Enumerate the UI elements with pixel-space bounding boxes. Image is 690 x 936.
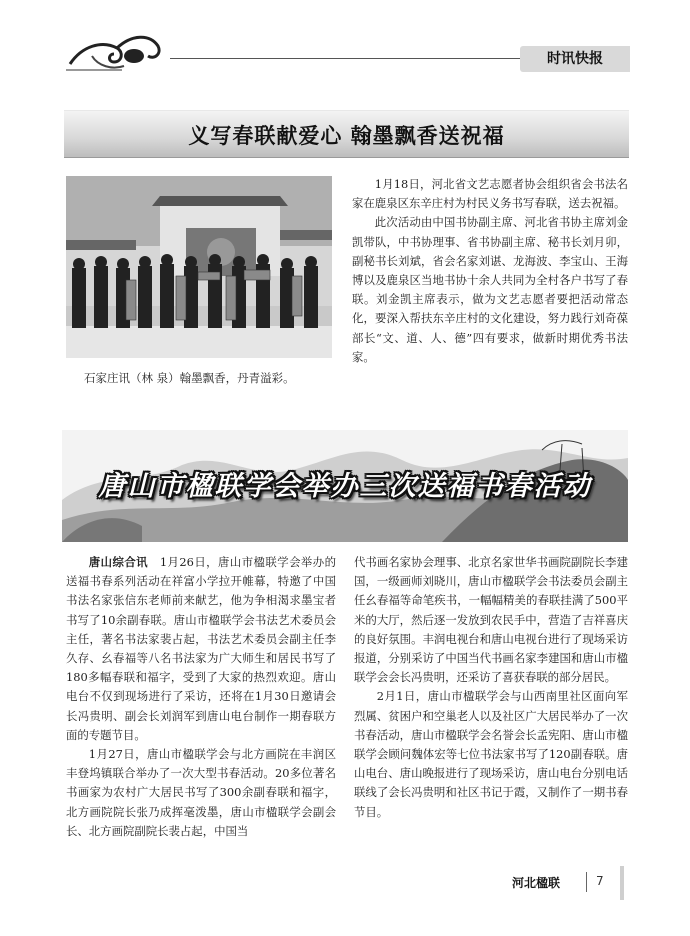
article2-lead: 唐山综合讯 bbox=[88, 555, 149, 569]
article1-paragraph: 1月18日，河北省文艺志愿者协会组织省会书法名家在鹿泉区东辛庄村为村民义务书写春联，送去祝福。 bbox=[352, 177, 628, 211]
article2-title-banner bbox=[62, 430, 628, 542]
article2-right-column bbox=[354, 553, 628, 822]
article2-left-column bbox=[66, 553, 336, 841]
photo-caption: 石家庄讯（林 泉）翰墨飘香，丹青溢彩。 bbox=[84, 371, 295, 385]
section-label: 时讯快报 bbox=[520, 46, 630, 72]
header-rule bbox=[170, 58, 530, 59]
page-number: 7 bbox=[596, 874, 604, 888]
article2-paragraph bbox=[66, 553, 336, 745]
article2-paragraph: 代书画名家协会理事、北京名家世华书画院副院长李建国，一级画师刘晓川，唐山市楹联学会书法委员会副主任幺春福等命笔疾书，一幅幅精美的春联挂满了500平米的大厅，然后逐一发放到农民手中，营造了吉祥喜庆的良好氛围。丰润电视台和唐山电视台进行了现场采访报道，分别采访了中国当代书画名家李建国和唐山市楹联学会会长冯贵明，还采访了喜获春联的部分居民。 bbox=[354, 555, 628, 685]
publication-name: 河北楹联 bbox=[512, 876, 561, 890]
article1-body bbox=[352, 175, 628, 367]
article2-title: 唐山市楹联学会举办三次送福书春活动 bbox=[98, 471, 592, 502]
footer-edge-bar bbox=[620, 866, 624, 900]
footer-divider bbox=[586, 872, 587, 892]
article1-photo bbox=[66, 176, 332, 358]
article1-title: 义写春联献爱心 翰墨飘香送祝福 bbox=[188, 124, 505, 148]
article2-paragraph-text: 1月26日，唐山市楹联学会举办的送福书春系列活动在祥富小学拉开帷幕，特邀了中国书法名家张信东老师前来献艺，他为争相渴求墨宝者书写了10余副春联。唐山市楹联学会书法艺术委员会主任，著名书法家裴占起，书法艺术委员会副主任李久存、幺春福等八名书法家为广大师生和居民书写了180多幅春联和福字，受到了大家的热烈欢迎。唐山电台不仅到现场进行了采访，还将在1月30日邀请会长冯贵明、副会长刘润军到唐山电台制作一期春联方面的专题节目。 bbox=[66, 555, 336, 742]
article1-paragraph: 此次活动由中国书协副主席、河北省书协主席刘金凯带队，中书协理事、省书协副主席、秘书长刘月卯，副秘书长刘斌，省会名家刘谌、龙海波、李宝山、王海博以及鹿泉区当地书协十余人共同为全村各户书写了春联。刘金凯主席表示，做为文艺志愿者要把活动常态化，要深入帮扶东辛庄村的文化建设，努力践行刘奇葆部长“文、道、人、德”四有要求，做新时期优秀书法家。 bbox=[352, 215, 628, 364]
article2-paragraph: 2月1日，唐山市楹联学会与山西南里社区面向军烈属、贫困户和空巢老人以及社区广大居民举办了一次书春活动，唐山市楹联学会名誉会长孟宪阳、唐山市楹联学会顾问魏体宏等七位书法家书写了120副春联。唐山电台、唐山晚报进行了现场采访，唐山电台分别电话联线了会长冯贵明和社区书记于霞，又制作了一期书春节目。 bbox=[354, 689, 628, 819]
header-ornament-icon bbox=[62, 26, 172, 76]
article2-paragraph: 1月27日，唐山市楹联学会与北方画院在丰润区丰登坞镇联合举办了一次大型书春活动。20多位著名书画家为农村广大居民书写了300余副春联和福字，北方画院院长张乃成挥毫泼墨，唐山市楹联学会副会长、北方画院副院长裴占起，中国当 bbox=[66, 747, 336, 838]
article1-title-banner bbox=[64, 110, 629, 158]
